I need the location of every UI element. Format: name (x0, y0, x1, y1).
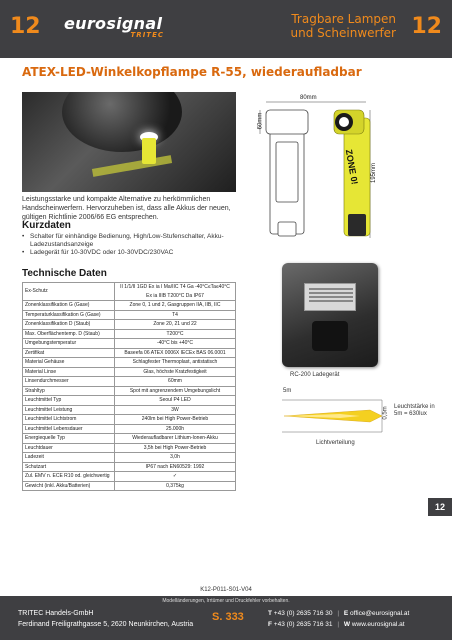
spec-key: Linsendurchmesser (23, 377, 115, 387)
spec-key: Leuchtmittel Typ (23, 396, 115, 406)
page-header (0, 0, 452, 58)
disclaimer: Modelländerungen, Irrtümer und Druckfehler vorbehalten. (162, 598, 290, 604)
fax-label: F (268, 621, 272, 628)
spec-key: Leuchtmittel Lichtstrom (23, 415, 115, 425)
product-photo (22, 92, 236, 192)
spec-row (23, 443, 236, 453)
dim-head: 60mm (257, 112, 264, 130)
spec-key: Zul. EMV n. ECE R10 od. gleichwertig (23, 472, 115, 482)
product-title-bar (0, 62, 452, 84)
spec-table (22, 282, 236, 491)
helmet-shape (62, 92, 182, 152)
spec-row (23, 339, 236, 349)
spec-value: -40°C bis +40°C (115, 339, 236, 349)
spec-value: ✓ (115, 472, 236, 482)
spec-key: Leuchtmittel Lebensdauer (23, 424, 115, 434)
spec-row (23, 283, 236, 301)
tech-heading: Technische Daten (22, 268, 107, 279)
spec-value: 60mm (115, 377, 236, 387)
reflective-stripe (92, 155, 172, 177)
spec-key: Umgebungstemperatur (23, 339, 115, 349)
email-label: E (343, 610, 349, 617)
chapter-tab: 12 (428, 498, 452, 516)
spec-value: Seoul P4 LED (115, 396, 236, 406)
brand-name: eurosignal (64, 14, 163, 33)
spec-value: Wiederaufladbarer Lithium-Ionen-Akku (115, 434, 236, 444)
dim-height: 195mm (371, 162, 378, 184)
zone-label: ZONE 0! (343, 148, 360, 186)
brand-sub: TRITEC (130, 31, 164, 39)
spec-row (23, 358, 236, 368)
spec-key: Schutzart (23, 462, 115, 472)
spec-key: Zonenklassifikation G (Gase) (23, 301, 115, 311)
company-block (18, 608, 193, 630)
page-number-right: 12 (411, 14, 442, 39)
email-link[interactable]: office@eurosignal.at (350, 610, 410, 617)
charger-caption: RC-200 Ladegerät (290, 372, 340, 378)
spec-key: Leuchtmittel Leistung (23, 405, 115, 415)
feature-item: • Ladegerät für 10-30VDC oder 10-30VDC/230VAC (22, 249, 236, 257)
spec-value: 3,5h bei High Power-Betrieb (115, 443, 236, 453)
spec-key: Gewicht (inkl. Akku/Batterien) (23, 481, 115, 491)
spec-key: Strahltyp (23, 386, 115, 396)
charger-photo (282, 263, 378, 367)
spec-value: 25.000h (115, 424, 236, 434)
spec-row (23, 310, 236, 320)
spec-value: Zone 0, 1 und 2, Gasgruppen IIA, IIB, IIC (115, 301, 236, 311)
spec-row (23, 453, 236, 463)
spec-value: Baseefa 06 ATEX 0006X IECEx BAS 06.0001 (115, 348, 236, 358)
spec-row (23, 481, 236, 491)
section-title (291, 12, 396, 40)
spec-row (23, 329, 236, 339)
spec-value: 3W (115, 405, 236, 415)
charger-slot (312, 321, 348, 351)
beam-range-label: 5m (283, 388, 292, 394)
page-number-left: 12 (10, 14, 41, 39)
company-address: Ferdinand Freiligrathgasse 5, 2620 Neunkirchen, Austria (18, 621, 194, 628)
contact-block: T +43 (0) 2635 716 30 | E office@eurosignal.at F +43 (0) 2635 716 31 | W www.eurosignal.at (268, 610, 410, 628)
product-title: ATEX-LED-Winkelkopflampe R-55, wiederaufladbar (22, 65, 362, 79)
beam-strength-label: Leuchtstärke in 5m = 630lux (394, 404, 435, 417)
tel-label: T (268, 610, 272, 617)
spec-value: 0,375kg (115, 481, 236, 491)
spec-row (23, 367, 236, 377)
spec-key: Temperaturklassifikation G (Gase) (23, 310, 115, 320)
charger-plate (304, 283, 356, 311)
spec-value: Zone 20, 21 und 22 (115, 320, 236, 330)
section-title-line2: und Scheinwerfer (290, 26, 396, 40)
spec-row (23, 415, 236, 425)
spec-row (23, 348, 236, 358)
spec-value: T200°C (115, 329, 236, 339)
spec-value: Glas, höchste Kratzfestigkeit (115, 367, 236, 377)
catalog-code: K12-P011-S01-V04 (200, 587, 252, 593)
spec-key: Material Linse (23, 367, 115, 377)
spec-value: T4 (115, 310, 236, 320)
section-title-line1: Tragbare Lampen (291, 12, 396, 26)
features-heading: Kurzdaten (22, 220, 71, 231)
dim-width: 80mm (300, 95, 317, 101)
spec-key: Material Gehäuse (23, 358, 115, 368)
spec-key: Ex-Schutz (23, 283, 115, 301)
page-footer (0, 596, 452, 640)
brand-logo (64, 14, 164, 39)
spec-key: Zertifikat (23, 348, 115, 358)
company-name: TRITEC Handels-GmbH (18, 610, 94, 617)
beam-caption: Lichtverteilung (316, 440, 355, 446)
lamp-body (142, 138, 156, 164)
spec-key: Zonenklassifikation D (Staub) (23, 320, 115, 330)
tel-number: +43 (0) 2635 716 30 (273, 610, 333, 617)
beam-height-label: 0,5m (382, 406, 389, 420)
fax-number: +43 (0) 2635 716 31 (273, 621, 333, 628)
spec-row (23, 396, 236, 406)
drawing-outline-front (266, 110, 308, 236)
spec-value: 240lm bei High Power-Betrieb (115, 415, 236, 425)
spec-row (23, 386, 236, 396)
spec-value: IP67 nach EN60529: 1992 (115, 462, 236, 472)
spec-value: Schlagfester Thermoplast, antistatisch (115, 358, 236, 368)
spec-value: Spot mit angrenzendem Umgebungslicht (115, 386, 236, 396)
lamp-drawing (248, 92, 428, 252)
spec-value: II 1/1/II 1GD Ex ia I Ma/IIC T4 Ga -40°C≤Ta≤40°C Ex ia IIIB T200°C Da IP67 (115, 283, 236, 301)
spec-key: Energiequelle Typ (23, 434, 115, 444)
catalog-page: S. 333 (212, 611, 244, 623)
spec-row (23, 462, 236, 472)
spec-value: 3,0h (115, 453, 236, 463)
features-list (22, 233, 236, 257)
spec-row (23, 405, 236, 415)
spec-row (23, 424, 236, 434)
web-link[interactable]: www.eurosignal.at (351, 621, 405, 628)
spec-key: Ladezeit (23, 453, 115, 463)
spec-row (23, 434, 236, 444)
light-distribution-diagram (280, 396, 392, 436)
feature-item: • Schalter für einhändige Bedienung, High/Low-Stufenschalter, Akku-Ladezustandsanzeige (22, 233, 236, 249)
spec-key: Leuchtdauer (23, 443, 115, 453)
spec-key: Max. Oberflächentemp. D (Staub) (23, 329, 115, 339)
spec-row (23, 320, 236, 330)
spec-row (23, 377, 236, 387)
spec-row (23, 472, 236, 482)
spec-row (23, 301, 236, 311)
intro-text: Leistungsstarke und kompakte Alternative zu herkömmlichen Handscheinwerfern. Hervorzuheben ist, dass alle Akkus der neuen, gültigen Richtlinie 2006/66 EG entsprechen. (22, 196, 231, 221)
web-label: W (343, 621, 350, 628)
